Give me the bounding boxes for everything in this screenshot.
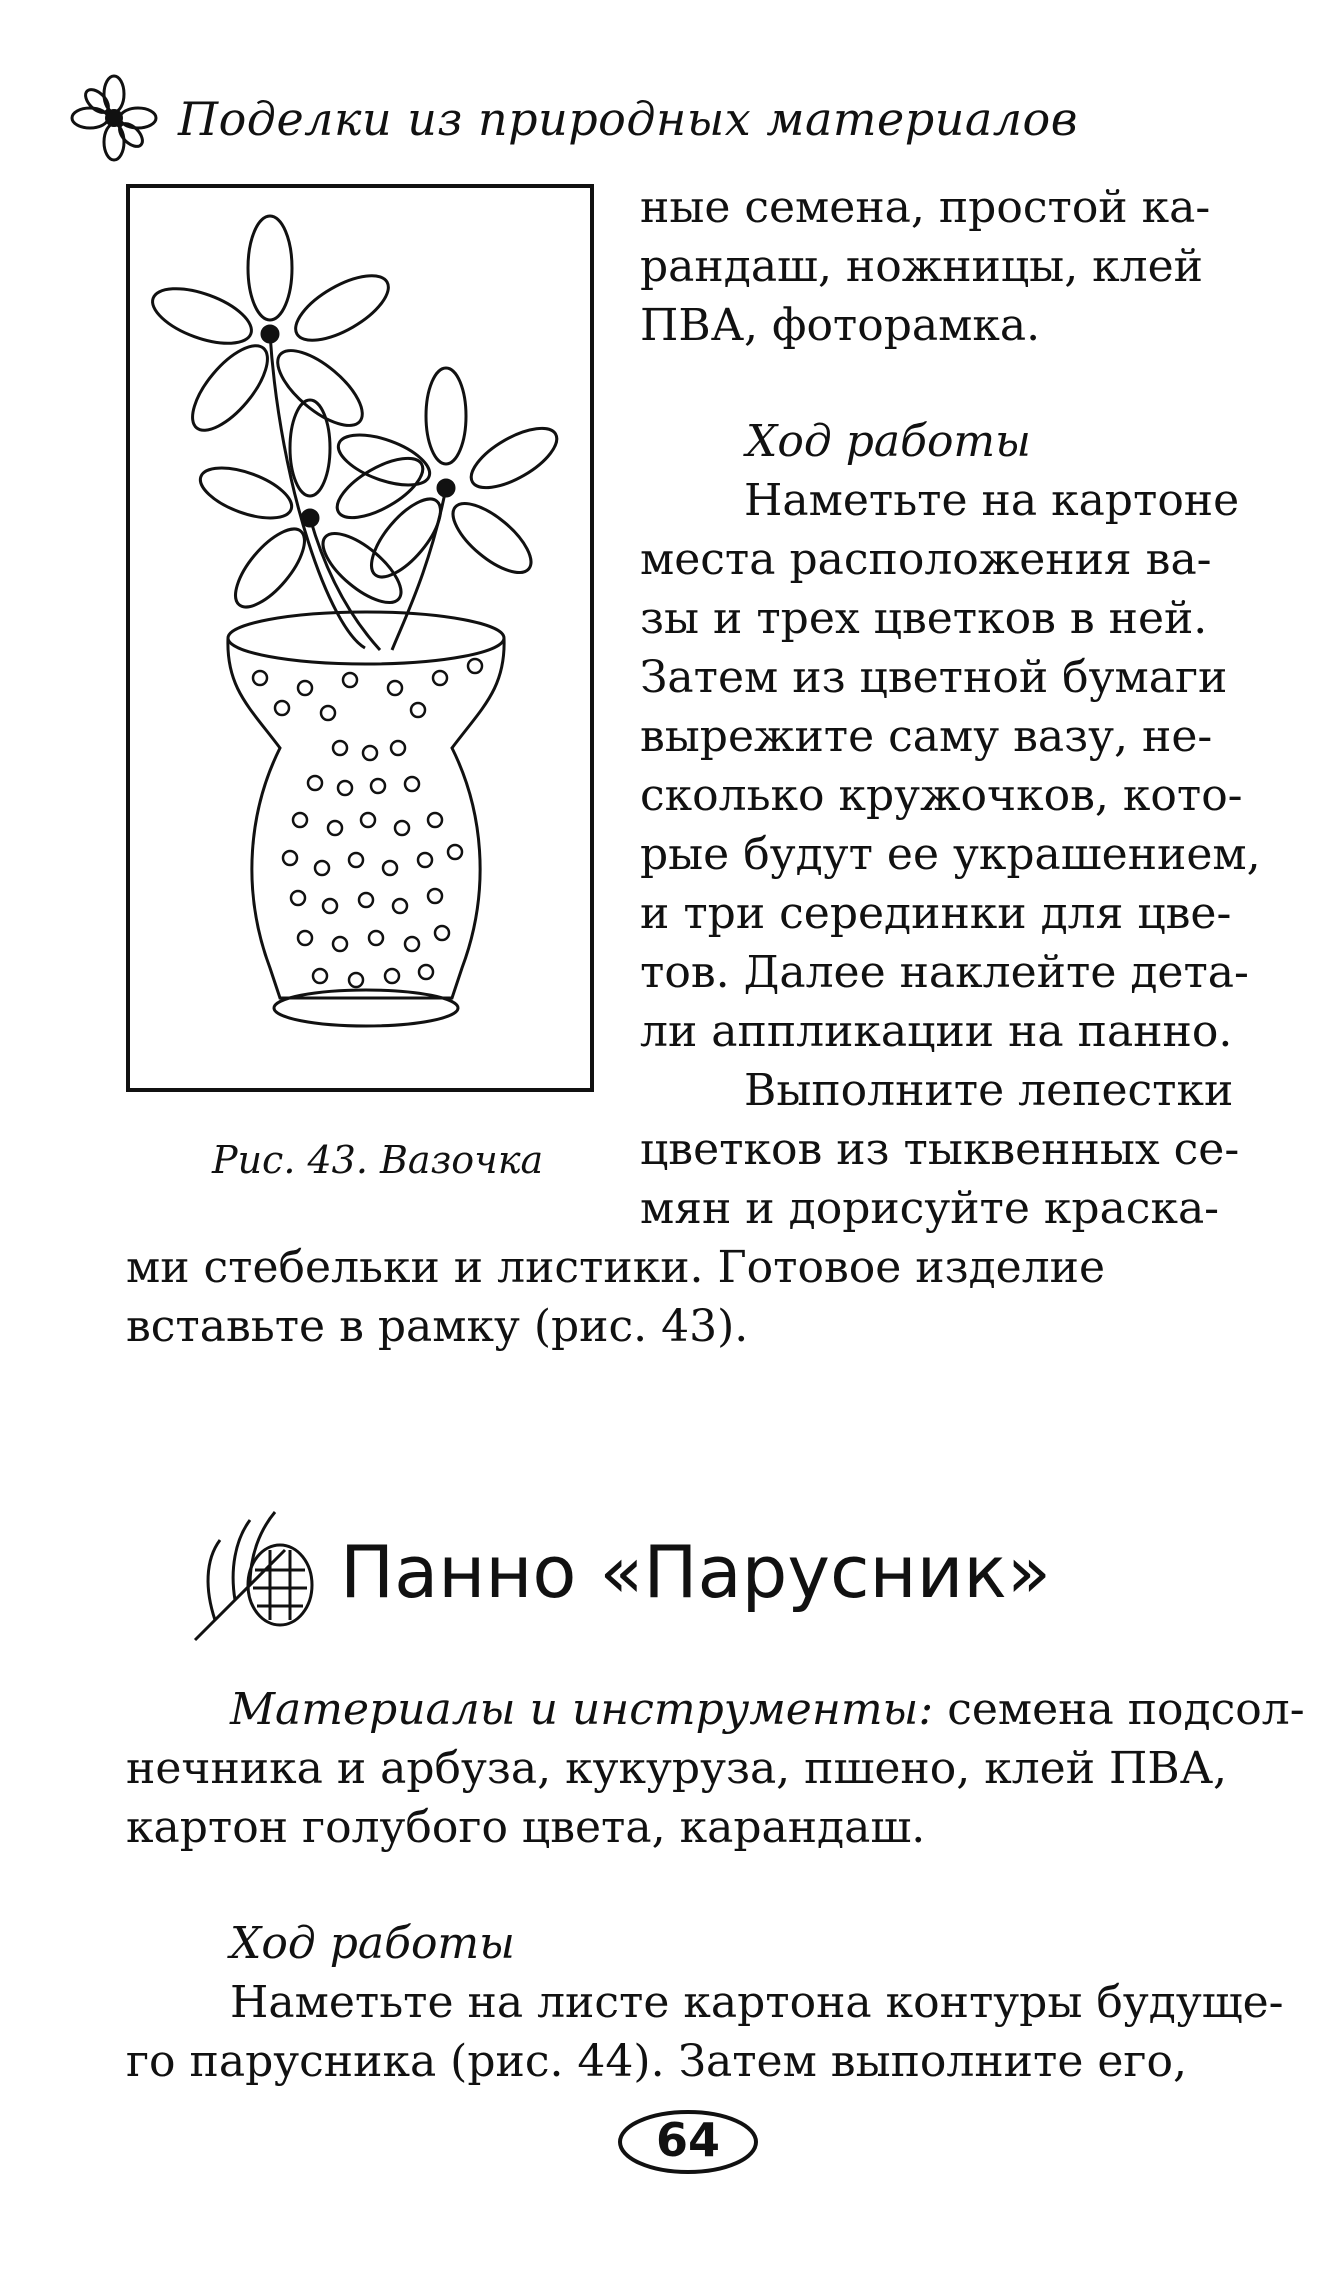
text-line: Затем из цветной бумаги — [640, 652, 1228, 703]
text-line: вырежите саму вазу, не- — [640, 711, 1213, 762]
text-line: мян и дорисуйте краска- — [640, 1183, 1220, 1234]
flower-icon — [64, 68, 164, 168]
text-line: зы и трех цветков в ней. — [640, 593, 1208, 644]
text-line: рые будут ее украшением, — [640, 829, 1261, 880]
text-line: нечника и арбуза, кукуруза, пшено, клей ПВА, — [126, 1743, 1228, 1794]
text-line: ли аппликации на панно. — [640, 1006, 1233, 1057]
text-line: ПВА, фоторамка. — [640, 300, 1041, 351]
figure-frame — [126, 184, 594, 1092]
page-number: 64 — [655, 2113, 720, 2167]
vase-illustration — [130, 188, 590, 1088]
text-line: Наметьте на листе картона контуры будуще- — [230, 1977, 1284, 2028]
materials-label: Материалы и инструменты: — [230, 1684, 934, 1735]
text-line: ми стебельки и листики. Готовое изделие — [126, 1242, 1106, 1293]
text-line: Выполните лепестки — [744, 1065, 1234, 1116]
text-line: рандаш, ножницы, клей — [640, 241, 1203, 292]
text-line: ные семена, простой ка- — [640, 182, 1211, 233]
text-line: цветков из тыквенных се- — [640, 1124, 1240, 1175]
materials-text: семена подсол- — [933, 1684, 1305, 1735]
text-line: тов. Далее наклейте дета- — [640, 947, 1249, 998]
text-line: и три серединки для цве- — [640, 888, 1232, 939]
text-line: сколько кружочков, кото- — [640, 770, 1243, 821]
work-heading: Ход работы — [230, 1918, 515, 1969]
pinecone-branch-icon — [175, 1490, 325, 1660]
figure-caption: Рис. 43. Вазочка — [212, 1138, 544, 1182]
running-header: Поделки из природных материалов — [178, 92, 1079, 146]
section-title: Панно «Парусник» — [340, 1530, 1051, 1614]
materials-line — [230, 1680, 1340, 1739]
text-line: Наметьте на картоне — [744, 475, 1240, 526]
text-line: картон голубого цвета, карандаш. — [126, 1802, 926, 1853]
work-heading: Ход работы — [746, 416, 1031, 467]
text-line: места расположения ва- — [640, 534, 1212, 585]
text-line: вставьте в рамку (рис. 43). — [126, 1301, 749, 1352]
text-line: го парусника (рис. 44). Затем выполните его, — [126, 2036, 1187, 2087]
